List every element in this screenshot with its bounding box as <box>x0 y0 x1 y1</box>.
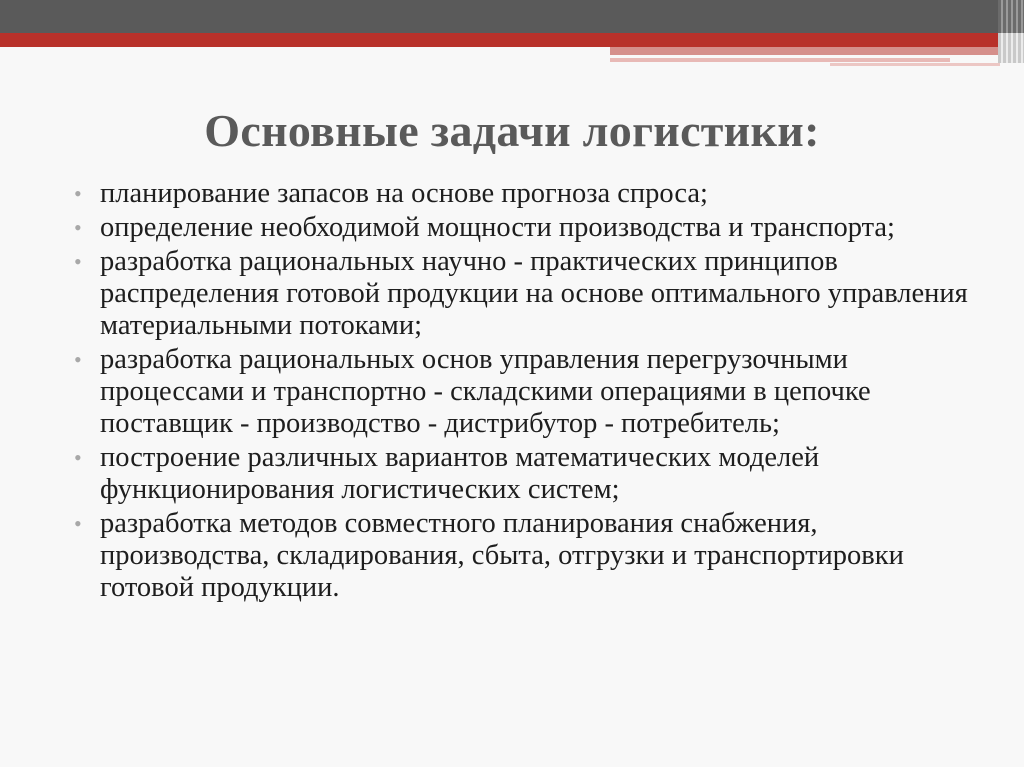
list-item <box>72 508 992 604</box>
top-light-red-band <box>610 47 1005 55</box>
slide-title: Основные задачи логистики: <box>204 105 820 156</box>
list-item <box>72 246 992 342</box>
list-item <box>72 442 992 506</box>
list-item <box>72 212 992 244</box>
list-item-text: разработка рациональных научно - практических принципов распределения готовой продукции на основе оптимального управления материальными потоками; <box>100 246 968 341</box>
bullet-icon: • <box>74 249 82 274</box>
bullet-icon: • <box>74 181 82 206</box>
list-item-text: построение различных вариантов математических моделей функционирования логистических систем; <box>100 442 820 505</box>
bullet-icon: • <box>74 445 82 470</box>
list-item-text: разработка рациональных основ управления перегрузочными процессами и транспортно - складскими операциями в цепочке поставщик - производство - дистрибутор - потребитель; <box>100 344 871 439</box>
top-gray-band <box>0 0 1024 33</box>
bullet-icon: • <box>74 215 82 240</box>
list-item-text: разработка методов совместного планирования снабжения, производства, складирования, сбыта, отгрузки и транспортировки готовой продукции. <box>100 508 904 603</box>
list-item <box>72 178 992 210</box>
top-pink-line <box>610 58 950 62</box>
list-item-text: планирование запасов на основе прогноза спроса; <box>100 178 708 209</box>
corner-stripes-light <box>998 33 1024 63</box>
top-red-band <box>0 33 1010 47</box>
bullet-icon: • <box>74 347 82 372</box>
bullet-list <box>72 178 992 606</box>
list-item <box>72 344 992 440</box>
bullet-icon: • <box>74 511 82 536</box>
list-item-text: определение необходимой мощности производства и транспорта; <box>100 212 895 243</box>
top-pink-line-short <box>830 63 1000 66</box>
